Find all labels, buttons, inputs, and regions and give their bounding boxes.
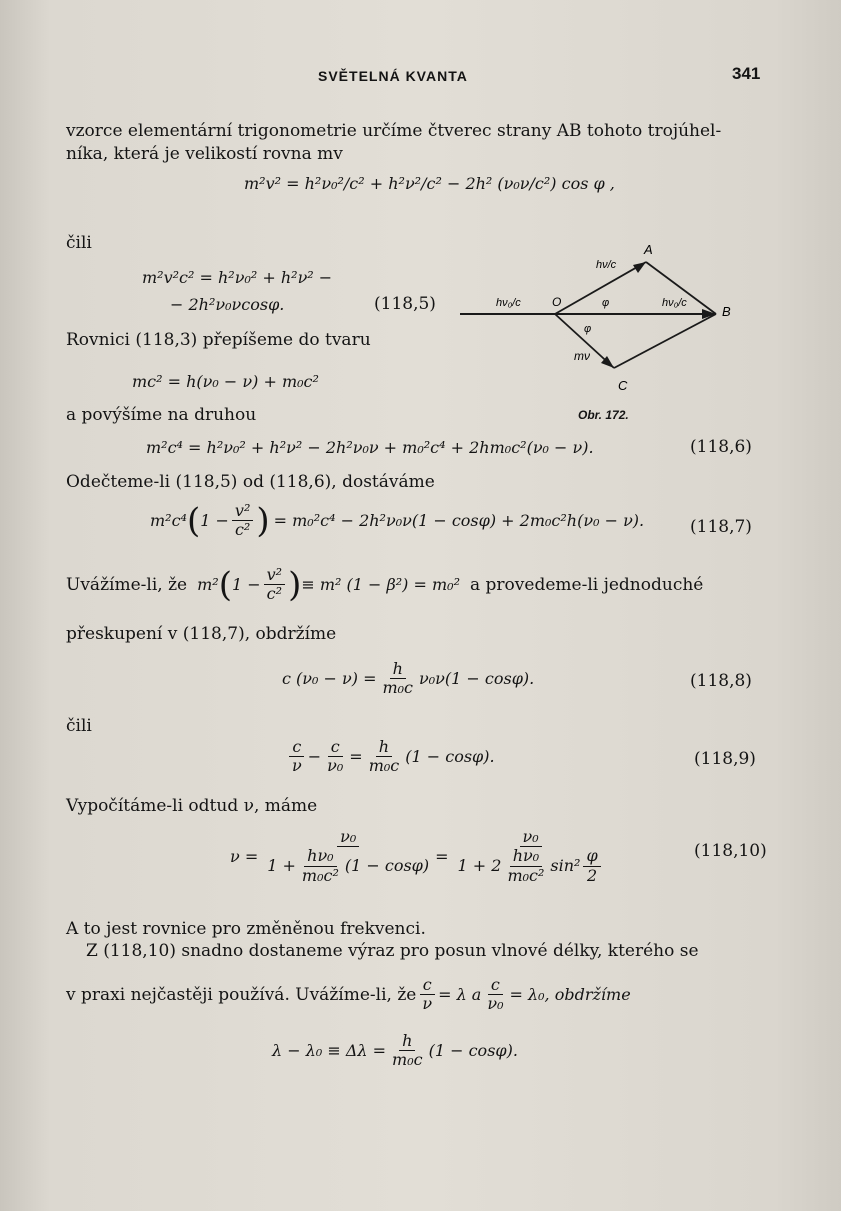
figure-label-phi-bottom: φ [584, 323, 592, 335]
figure-label-o: O [552, 295, 562, 309]
figure-caption: Obr. 172. [578, 408, 629, 422]
equation-label-118-7: (118,7) [690, 517, 752, 537]
figure-label-hv-c: hν/c [596, 259, 617, 271]
equation-label-118-8: (118,8) [690, 671, 752, 691]
equation-beta-identity: ≡ m² (1 − β²) = m₀² [301, 575, 460, 595]
equation-118-7-rhs: = m₀²c⁴ − 2h²ν₀ν(1 − cosφ) + 2m₀c²h(ν₀ − ν). [273, 511, 645, 531]
figure-label-phi-top: φ [602, 297, 610, 309]
cili-1: čili [66, 233, 92, 253]
figure-label-c: C [618, 378, 628, 393]
equation-118-5-line1: m²v²c² = h²ν₀² + h²ν² − [142, 268, 333, 287]
preskupeni-text: přeskupení v (118,7), obdržíme [66, 624, 337, 644]
figure-label-hv0-c-right: hν₀/c [662, 297, 687, 309]
equation-118-7: m²c⁴ ( 1 − $\frac{\text{v²}}{\text{c²}}$ ) = m₀²c⁴ − 2h²ν₀ν(1 − cosφ) + 2m₀c²h(ν₀ − ν). [150, 500, 645, 541]
page-number: 341 [732, 64, 761, 83]
equation-118-8: c (ν₀ − ν) = $\frac{h}{\text{m₀c}}$ ν₀ν(1 − cosφ). [282, 659, 535, 698]
equation-label-118-6: (118,6) [690, 437, 752, 457]
equation-label-118-10: (118,10) [694, 841, 767, 861]
equation-118-3-form: mc² = h(ν₀ − ν) + m₀c² [132, 372, 319, 391]
equation-text: m²v² = h²ν₀²/c² + h²ν²/c² − 2h² (ν₀ν/c²) cos φ , [244, 174, 615, 193]
rovnice-frekvence-text: A to jest rovnice pro změněnou frekvenci. [66, 919, 426, 939]
intro-line-1: vzorce elementární trigonometrie určíme čtverec strany AB tohoto trojúhel- [66, 121, 722, 141]
equation-118-10: ν = ν₀ 1 + $\frac{\text{hν₀}}{\text{m₀c²}}$ (1 − cosφ) = ν₀ 1 + 2 $\frac{\text{hν₀}}{\text{m₀c²}}$ sin² $\frac{\varphi}{2}$ [230, 828, 610, 885]
figure-label-b: B [722, 304, 731, 319]
z-line-2: v praxi nejčastěji používá. Uvážíme-li, že $\frac{c}{\nu}$ = λ a $\frac{c}{\text{ν₀}}$ = λ₀, obdržíme [66, 975, 631, 1014]
equation-118-6: m²c⁴ = h²ν₀² + h²ν² − 2h²ν₀ν + m₀²c⁴ + 2hm₀c²(ν₀ − ν). [146, 438, 594, 457]
rovnici-text: Rovnici (118,3) přepíšeme do tvaru [66, 330, 371, 350]
equation-118-5-line2: − 2h²ν₀νcosφ. [170, 295, 285, 314]
equation-mv-squared [244, 174, 615, 193]
figure-label-a: A [644, 242, 653, 257]
intro-line-2: níka, která je velikostí rovna mv [66, 144, 343, 164]
z-line-1: Z (118,10) snadno dostaneme výraz pro posun vlnové délky, kterého se [86, 941, 699, 961]
equation-label-118-9: (118,9) [694, 749, 756, 769]
running-title: SVĚTELNÁ KVANTA [318, 68, 468, 84]
uvazime-line: Uvážíme-li, že m² ( 1 − $\frac{\text{v²}}{\text{c²}}$ ) ≡ m² (1 − β²) = m₀² a provedeme-li jednoduché [66, 564, 704, 605]
equation-118-9: $\frac{c}{\nu}$ − $\frac{c}{\text{ν₀}}$ = $\frac{h}{\text{m₀c}}$ (1 − cosφ). [286, 738, 495, 776]
odecteme-text: Odečteme-li (118,5) od (118,6), dostáváme [66, 472, 435, 492]
equation-label-118-5: (118,5) [374, 294, 436, 314]
figure-vector-diagram [450, 240, 750, 430]
vypocitame-text: Vypočítáme-li odtud ν, máme [66, 796, 318, 816]
equation-wavelength-shift: λ − λ₀ ≡ Δλ = $\frac{h}{\text{m₀c}}$ (1 − cosφ). [272, 1031, 518, 1070]
figure-label-hv0-c-left: hν₀/c [496, 297, 521, 309]
cili-2: čili [66, 716, 92, 736]
povysime-text: a povýšíme na druhou [66, 405, 257, 425]
figure-label-mv: mν [574, 349, 590, 363]
